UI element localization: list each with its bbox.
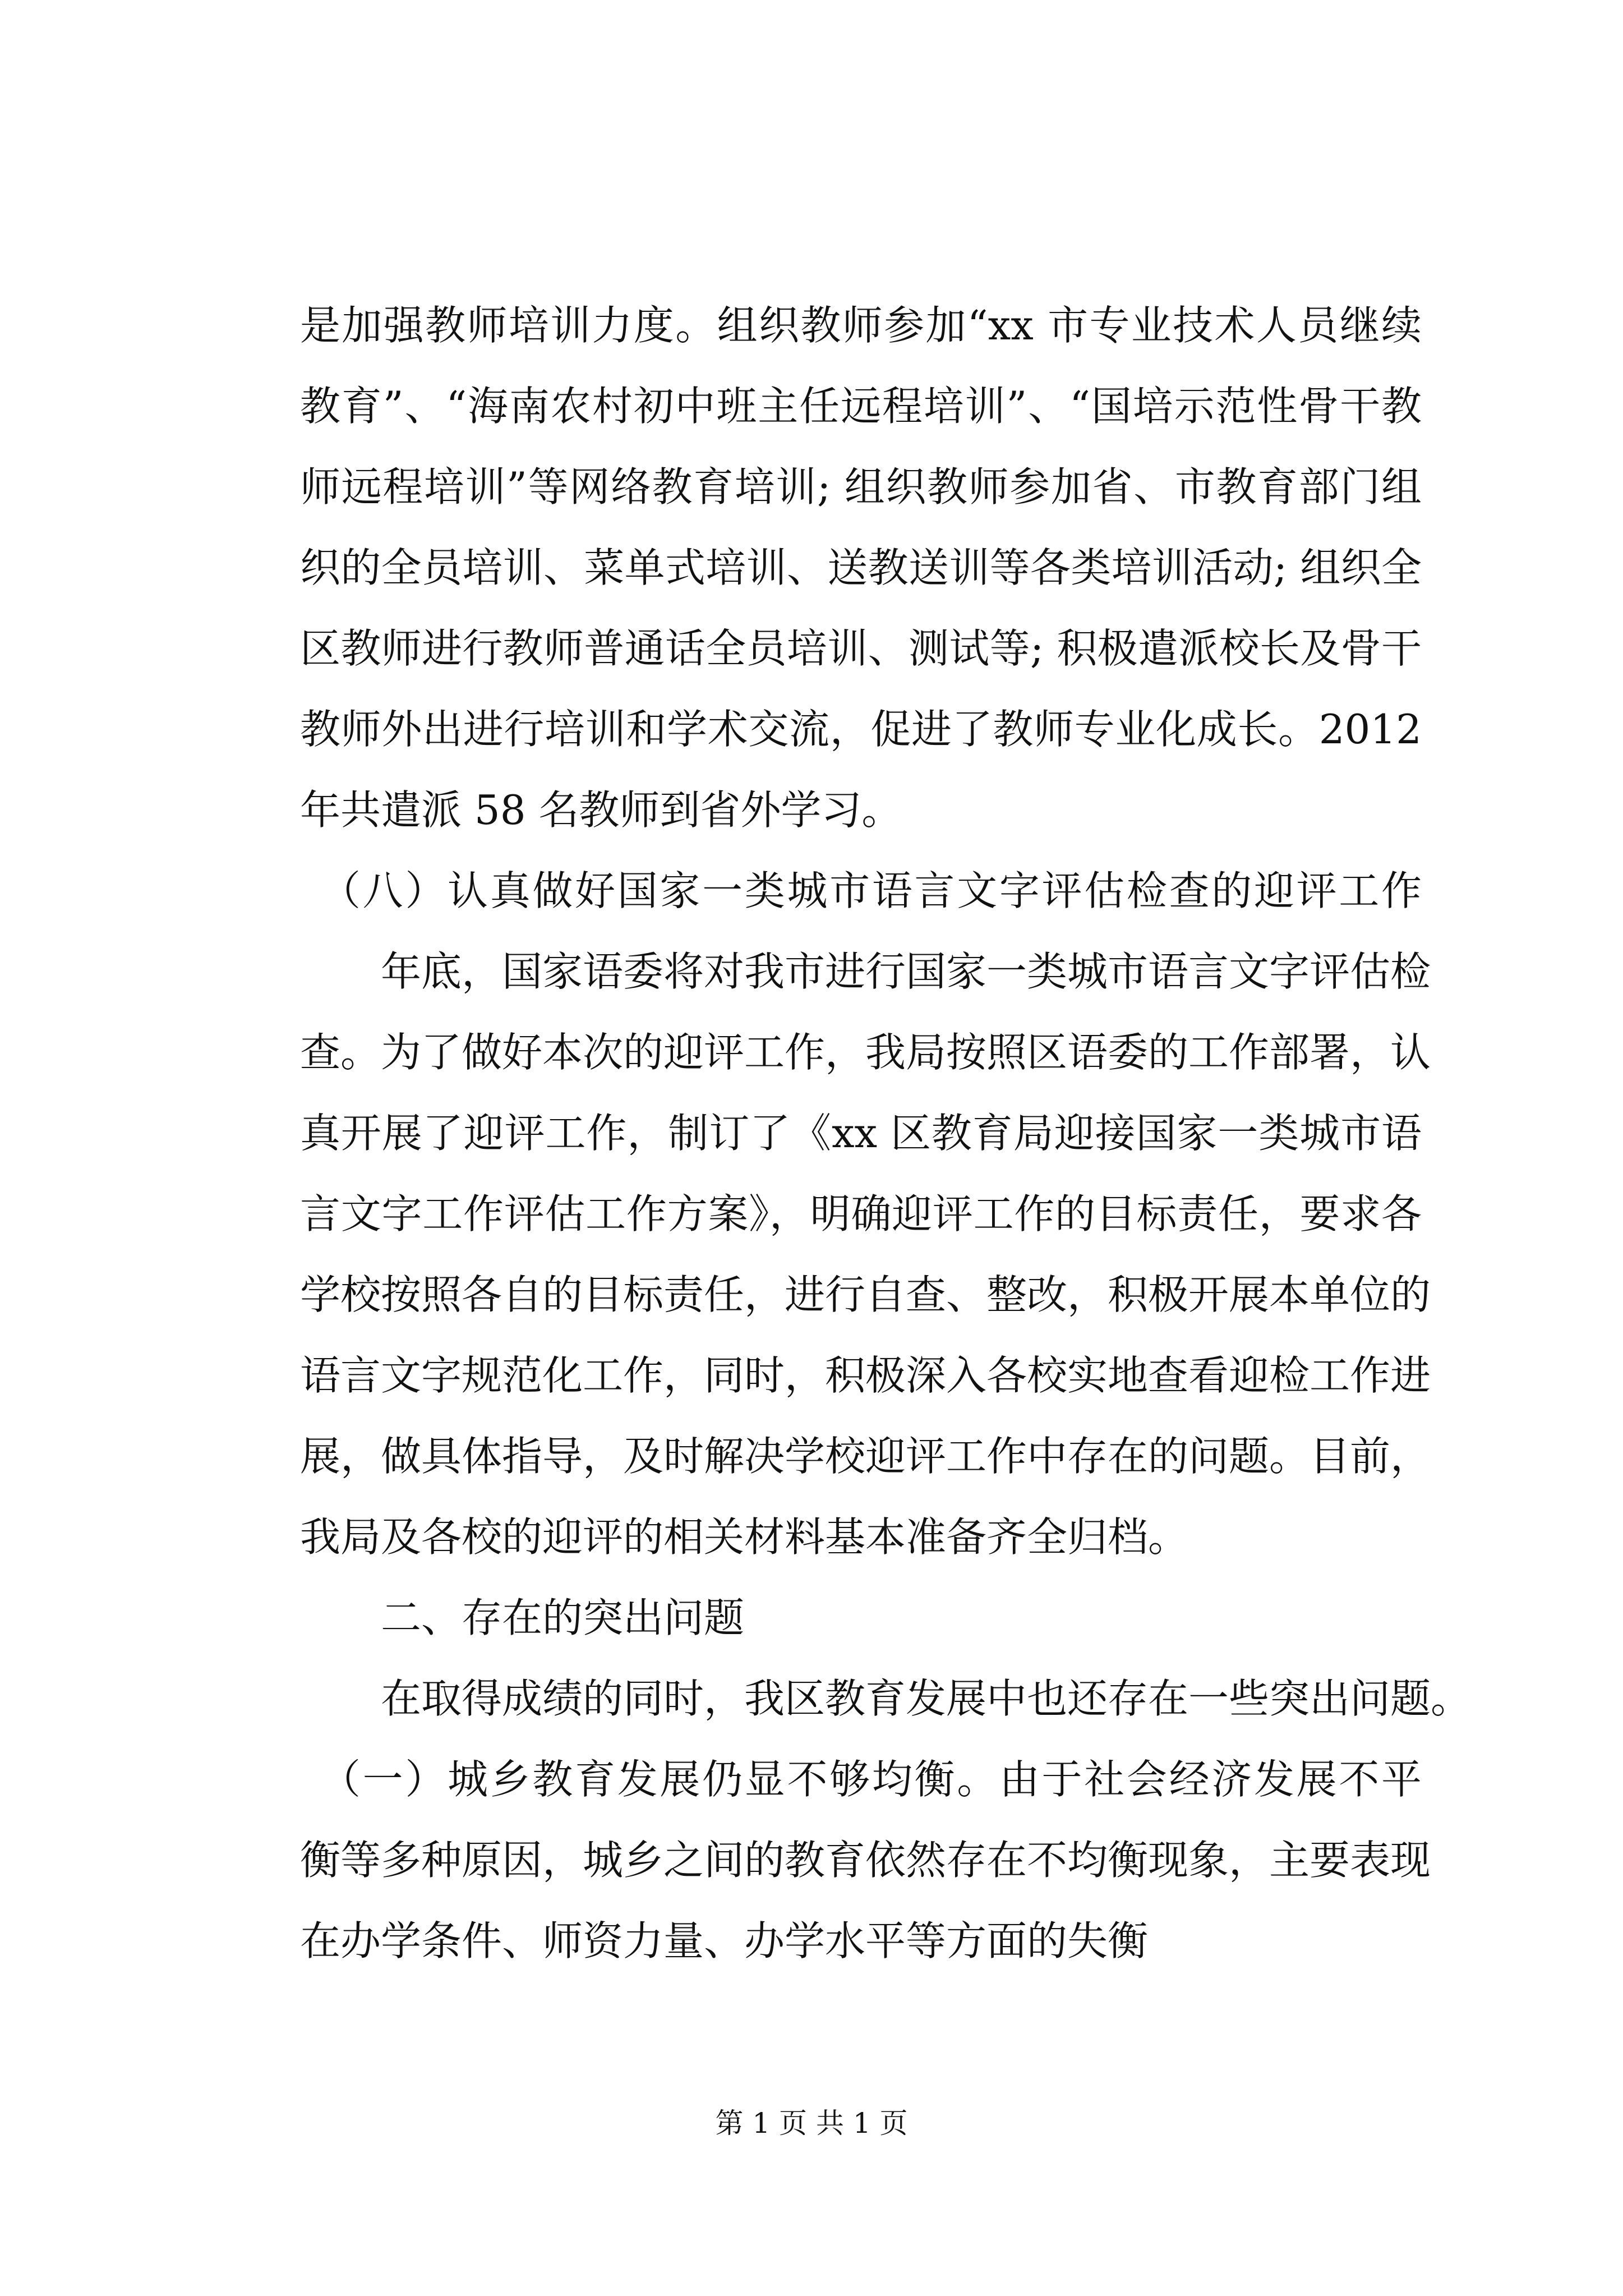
body-line: 年共遣派 58 名教师到省外学习。 [300,786,902,834]
body-line: （一）城乡教育发展仍显不够均衡。由于社会经济发展不平 [320,1756,1422,1803]
body-line: 年底，国家语委将对我市进行国家一类城市语言文字评估检 [381,948,1431,995]
body-line: 师远程培训”等网络教育培训; 组织教师参加省、市教育部门组 [300,463,1422,510]
body-line: 教师外出进行培训和学术交流，促进了教师专业化成长。2012 [300,706,1422,753]
section-heading: 二、存在的突出问题 [381,1594,745,1641]
body-line: 织的全员培训、菜单式培训、送教送训等各类培训活动; 组织全 [300,544,1422,591]
document-body [300,285,1472,1981]
body-line: 在办学条件、师资力量、办学水平等方面的失衡 [300,1917,1149,1964]
body-line: 我局及各校的迎评的相关材料基本准备齐全归档。 [300,1513,1189,1561]
body-line: 查。为了做好本次的迎评工作，我局按照区语委的工作部署，认 [300,1029,1431,1076]
body-line: 展，做具体指导，及时解决学校迎评工作中存在的问题。目前， [300,1433,1431,1480]
body-line: 在取得成绩的同时，我区教育发展中也还存在一些突出问题。 [381,1675,1472,1722]
body-line: 语言文字规范化工作，同时，积极深入各校实地查看迎检工作进 [300,1352,1431,1399]
body-line: 言文字工作评估工作方案》，明确迎评工作的目标责任，要求各 [300,1190,1422,1237]
body-line: 真开展了迎评工作，制订了《xx 区教育局迎接国家一类城市语 [300,1110,1422,1157]
body-line: 是加强教师培训力度。组织教师参加“xx 市专业技术人员继续 [300,302,1422,349]
body-line: 区教师进行教师普通话全员培训、测试等; 积极遣派校长及骨干 [300,625,1422,672]
body-line: 衡等多种原因，城乡之间的教育依然存在不均衡现象，主要表现 [300,1837,1431,1884]
page-footer: 第 1 页 共 1 页 [715,2107,908,2139]
body-line: 学校按照各自的目标责任，进行自查、整改，积极开展本单位的 [300,1271,1431,1318]
body-line: 教育”、“海南农村初中班主任远程培训”、“国培示范性骨干教 [300,383,1422,430]
section-heading: （八）认真做好国家一类城市语言文字评估检查的迎评工作 [320,867,1422,914]
